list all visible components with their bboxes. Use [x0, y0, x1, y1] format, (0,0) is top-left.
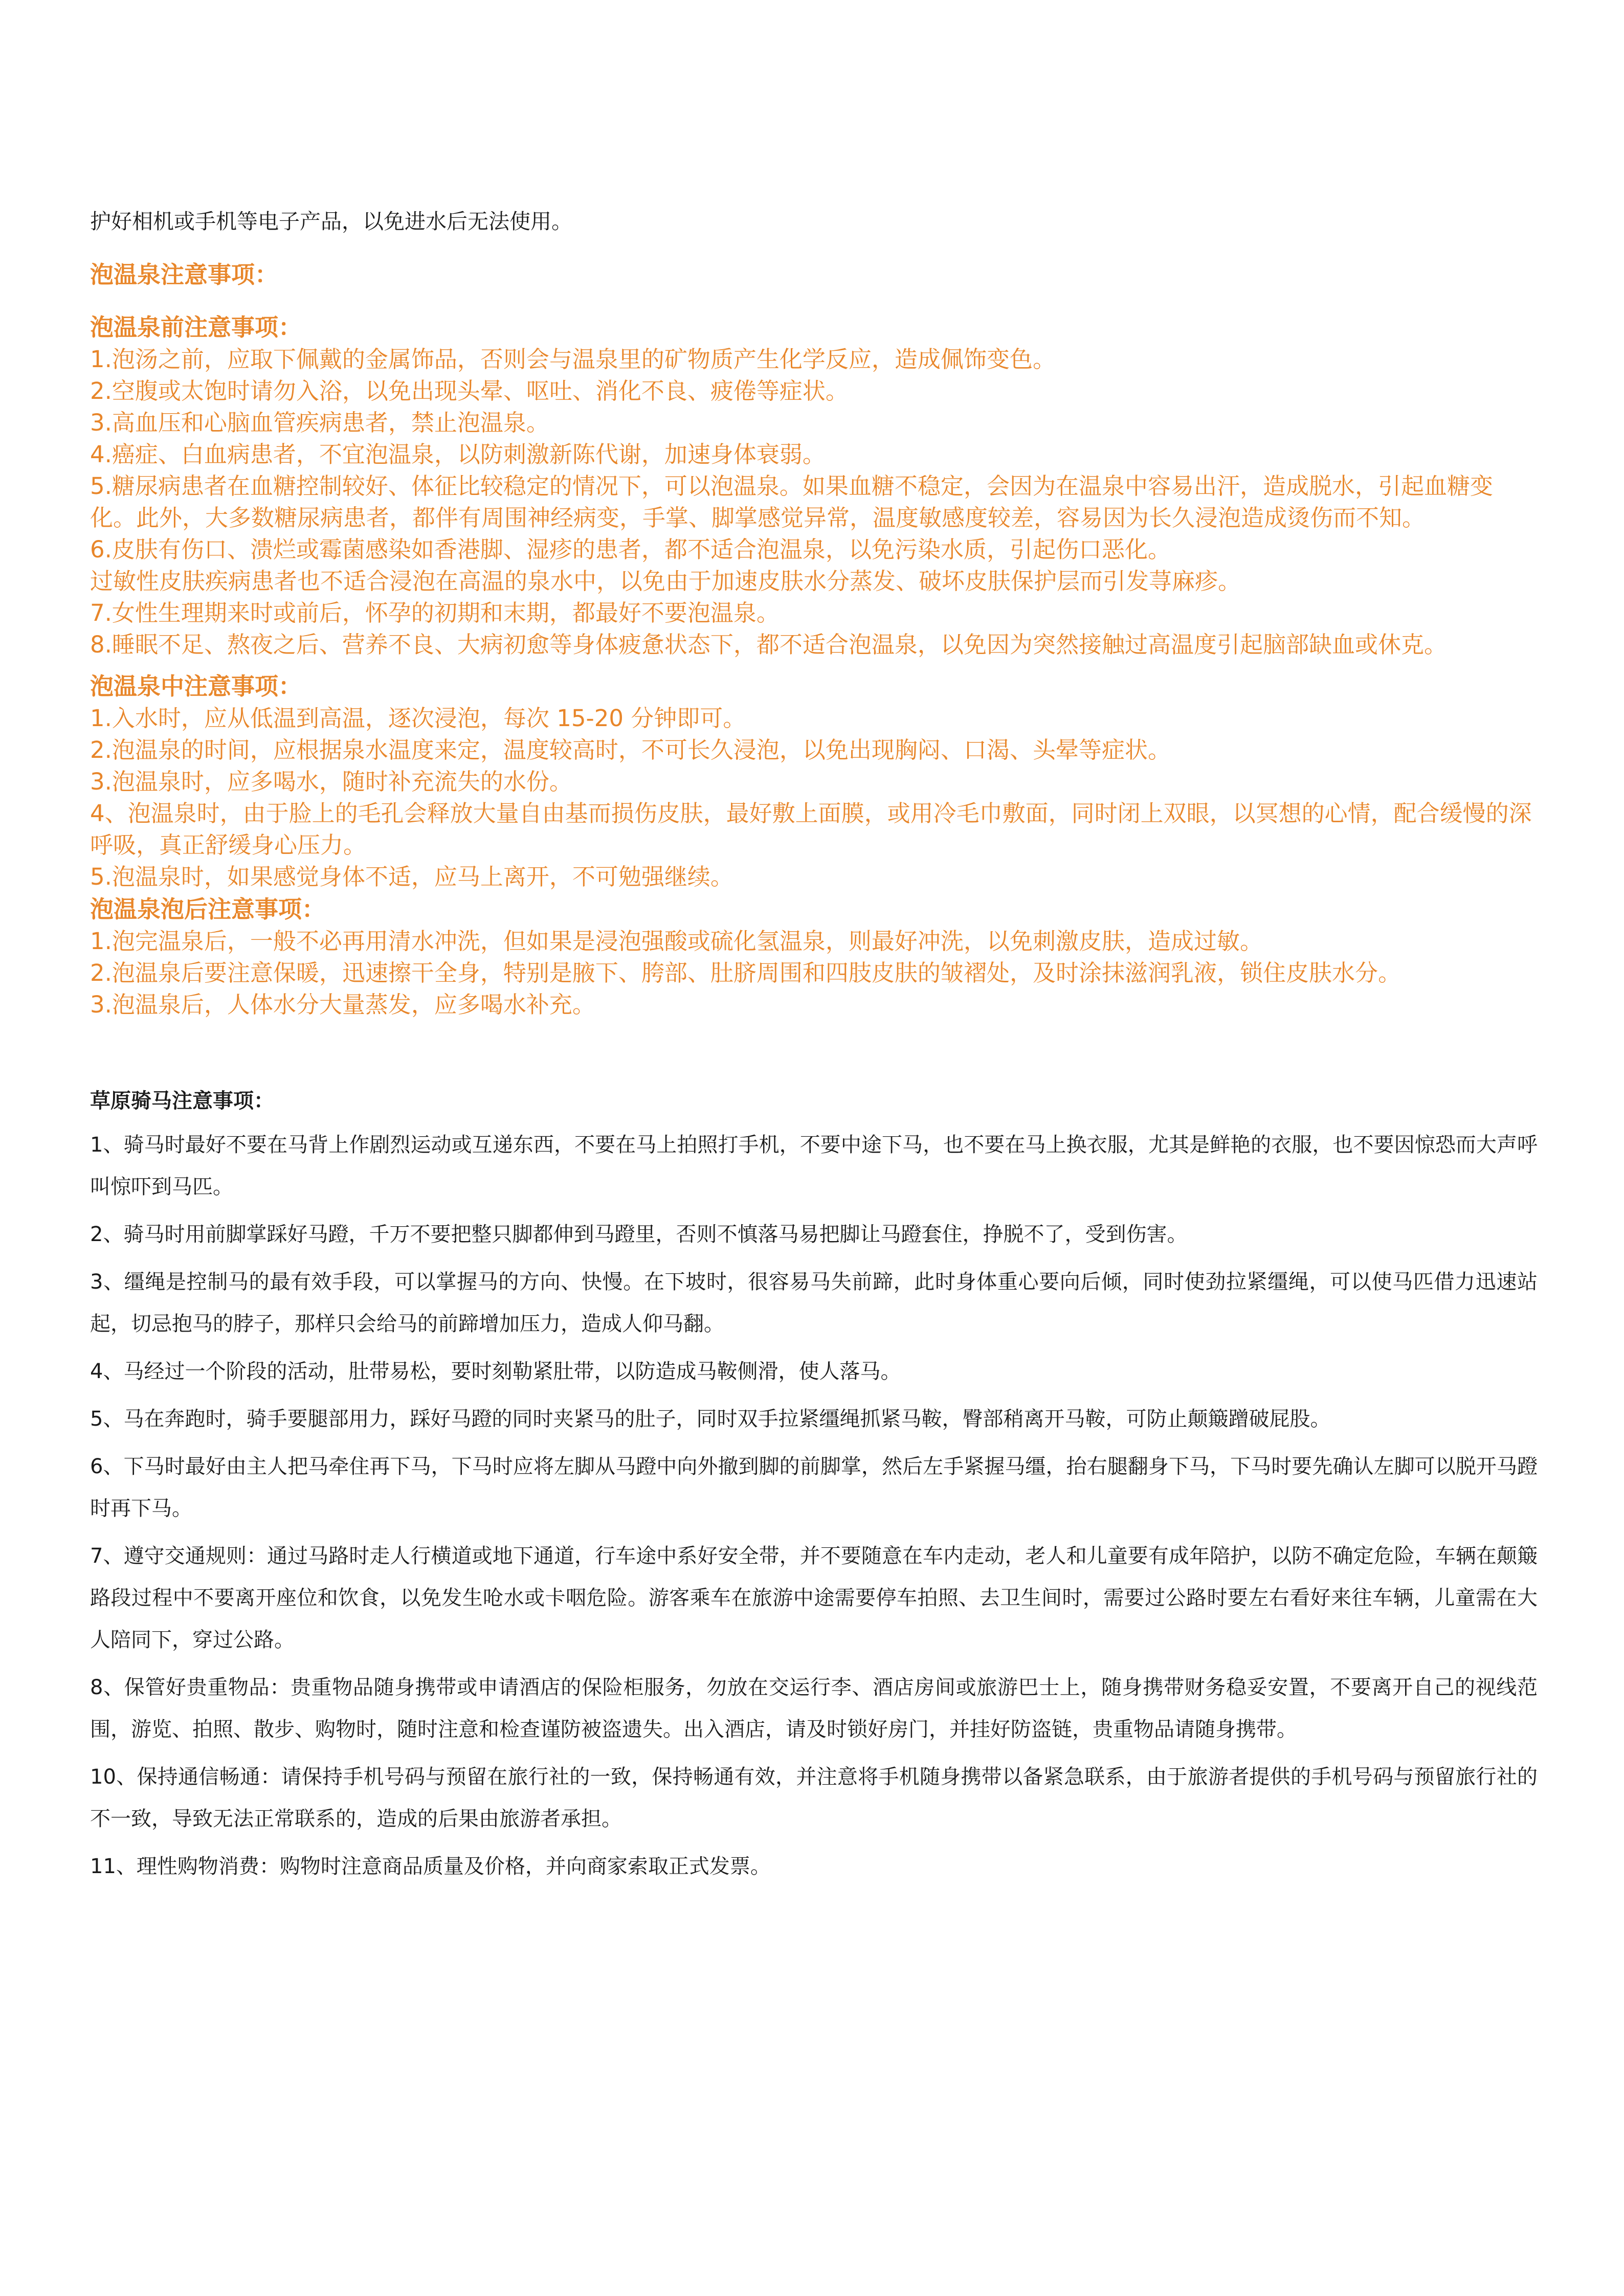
after-item: 3.泡温泉后，人体水分大量蒸发，应多喝水补充。 [90, 991, 595, 1018]
during-title: 泡温泉中注意事项： [90, 672, 302, 700]
horse-riding-item: 10、保持通信畅通：请保持手机号码与预留在旅行社的一致，保持畅通有效，并注意将手机随身携带以备紧急联系，由于旅游者提供的手机号码与预留旅行社的不一致，导致无法正常联系的，造成的后果由旅游者承担。 [90, 1765, 1538, 1831]
horse-riding-title: 草原骑马注意事项： [90, 1089, 274, 1113]
hot-spring-section [90, 252, 1538, 1021]
before-item: 1.泡汤之前，应取下佩戴的金属饰品，否则会与温泉里的矿物质产生化学反应，造成佩饰变色。 [90, 346, 1056, 373]
before-item: 过敏性皮肤疾病患者也不适合浸泡在高温的泉水中，以免由于加速皮肤水分蒸发、破坏皮肤保护层而引发荨麻疹。 [90, 568, 1241, 595]
before-item: 5.糖尿病患者在血糖控制较好、体征比较稳定的情况下，可以泡温泉。如果血糖不稳定，会因为在温泉中容易出汗，造成脱水，引起血糖变化。此外，大多数糖尿病患者，都伴有周围神经病变，手掌、脚掌感觉异常，温度敏感度较差，容易因为长久浸泡造成烫伤而不知。 [90, 472, 1493, 531]
horse-riding-item: 1、骑马时最好不要在马背上作剧烈运动或互递东西，不要在马上拍照打手机，不要中途下马，也不要在马上换衣服，尤其是鲜艳的衣服，也不要因惊恐而大声呼叫惊吓到马匹。 [90, 1133, 1538, 1199]
horse-riding-item: 6、下马时最好由主人把马牵住再下马，下马时应将左脚从马蹬中向外撤到脚的前脚掌，然后左手紧握马缰，抬右腿翻身下马，下马时要先确认左脚可以脱开马蹬时再下马。 [90, 1455, 1538, 1520]
before-item: 7.女性生理期来时或前后，怀孕的初期和末期，都最好不要泡温泉。 [90, 599, 780, 626]
before-item: 6.皮肤有伤口、溃烂或霉菌感染如香港脚、湿疹的患者，都不适合泡温泉，以免污染水质，引起伤口恶化。 [90, 536, 1171, 563]
horse-riding-item: 3、缰绳是控制马的最有效手段，可以掌握马的方向、快慢。在下坡时，很容易马失前蹄，此时身体重心要向后倾，同时使劲拉紧缰绳，可以使马匹借力迅速站起，切忌抱马的脖子，那样只会给马的前蹄增加压力，造成人仰马翻。 [90, 1270, 1538, 1336]
intro-text: 护好相机或手机等电子产品，以免进水后无法使用。 [90, 209, 572, 234]
horse-riding-item: 8、保管好贵重物品：贵重物品随身携带或申请酒店的保险柜服务，勿放在交运行李、酒店房间或旅游巴士上，随身携带财务稳妥安置，不要离开自己的视线范围，游览、拍照、散步、购物时，随时注意和检查谨防被盗遗失。出入酒店，请及时锁好房门，并挂好防盗链，贵重物品请随身携带。 [90, 1676, 1538, 1741]
before-item: 3.高血压和心脑血管疾病患者，禁止泡温泉。 [90, 409, 549, 436]
before-item: 4.癌症、白血病患者，不宜泡温泉，以防刺激新陈代谢，加速身体衰弱。 [90, 441, 826, 468]
horse-riding-item: 2、骑马时用前脚掌踩好马蹬，千万不要把整只脚都伸到马蹬里，否则不慎落马易把脚让马蹬套住，挣脱不了，受到伤害。 [90, 1223, 1188, 1246]
after-item: 2.泡温泉后要注意保暖，迅速擦干全身，特别是腋下、胯部、肚脐周围和四肢皮肤的皱褶处，及时涂抹滋润乳液，锁住皮肤水分。 [90, 959, 1401, 986]
during-item: 1.入水时，应从低温到高温，逐次浸泡，每次 15-20 分钟即可。 [90, 705, 746, 732]
after-item: 1.泡完温泉后，一般不必再用清水冲洗，但如果是浸泡强酸或硫化氢温泉，则最好冲洗，以免刺激皮肤，造成过敏。 [90, 928, 1263, 955]
before-item: 8.睡眠不足、熬夜之后、营养不良、大病初愈等身体疲惫状态下，都不适合泡温泉，以免因为突然接触过高温度引起脑部缺血或休克。 [90, 631, 1447, 658]
horse-riding-item: 11、理性购物消费：购物时注意商品质量及价格，并向商家索取正式发票。 [90, 1855, 771, 1878]
document-page [90, 198, 1538, 1893]
before-item: 2.空腹或太饱时请勿入浴，以免出现头晕、呕吐、消化不良、疲倦等症状。 [90, 377, 849, 404]
during-item: 4、泡温泉时，由于脸上的毛孔会释放大量自由基而损伤皮肤，最好敷上面膜，或用冷毛巾敷面，同时闭上双眼，以冥想的心情，配合缓慢的深呼吸，真正舒缓身心压力。 [90, 800, 1532, 859]
horse-riding-item: 4、马经过一个阶段的活动，肚带易松，要时刻勒紧肚带，以防造成马鞍侧滑，使人落马。 [90, 1360, 901, 1383]
during-item: 5.泡温泉时，如果感觉身体不适，应马上离开，不可勉强继续。 [90, 863, 733, 890]
before-title: 泡温泉前注意事项： [90, 313, 302, 341]
hot-spring-title: 泡温泉注意事项： [90, 261, 278, 288]
horse-riding-item: 5、马在奔跑时，骑手要腿部用力，踩好马蹬的同时夹紧马的肚子，同时双手拉紧缰绳抓紧马鞍，臀部稍离开马鞍，可防止颠簸蹭破屁股。 [90, 1407, 1331, 1431]
horse-riding-item: 7、遵守交通规则：通过马路时走人行横道或地下通道，行车途中系好安全带，并不要随意在车内走动，老人和儿童要有成年陪护，以防不确定危险，车辆在颠簸路段过程中不要离开座位和饮食，以免发生呛水或卡咽危险。游客乘车在旅游中途需要停车拍照、去卫生间时，需要过公路时要左右看好来往车辆，儿童需在大人陪同下，穿过公路。 [90, 1544, 1538, 1652]
horse-riding-section [90, 1080, 1538, 1887]
during-item: 3.泡温泉时，应多喝水，随时补充流失的水份。 [90, 768, 572, 795]
after-title: 泡温泉泡后注意事项： [90, 895, 325, 923]
during-item: 2.泡温泉的时间，应根据泉水温度来定，温度较高时，不可长久浸泡，以免出现胸闷、口渴、头晕等症状。 [90, 736, 1171, 763]
